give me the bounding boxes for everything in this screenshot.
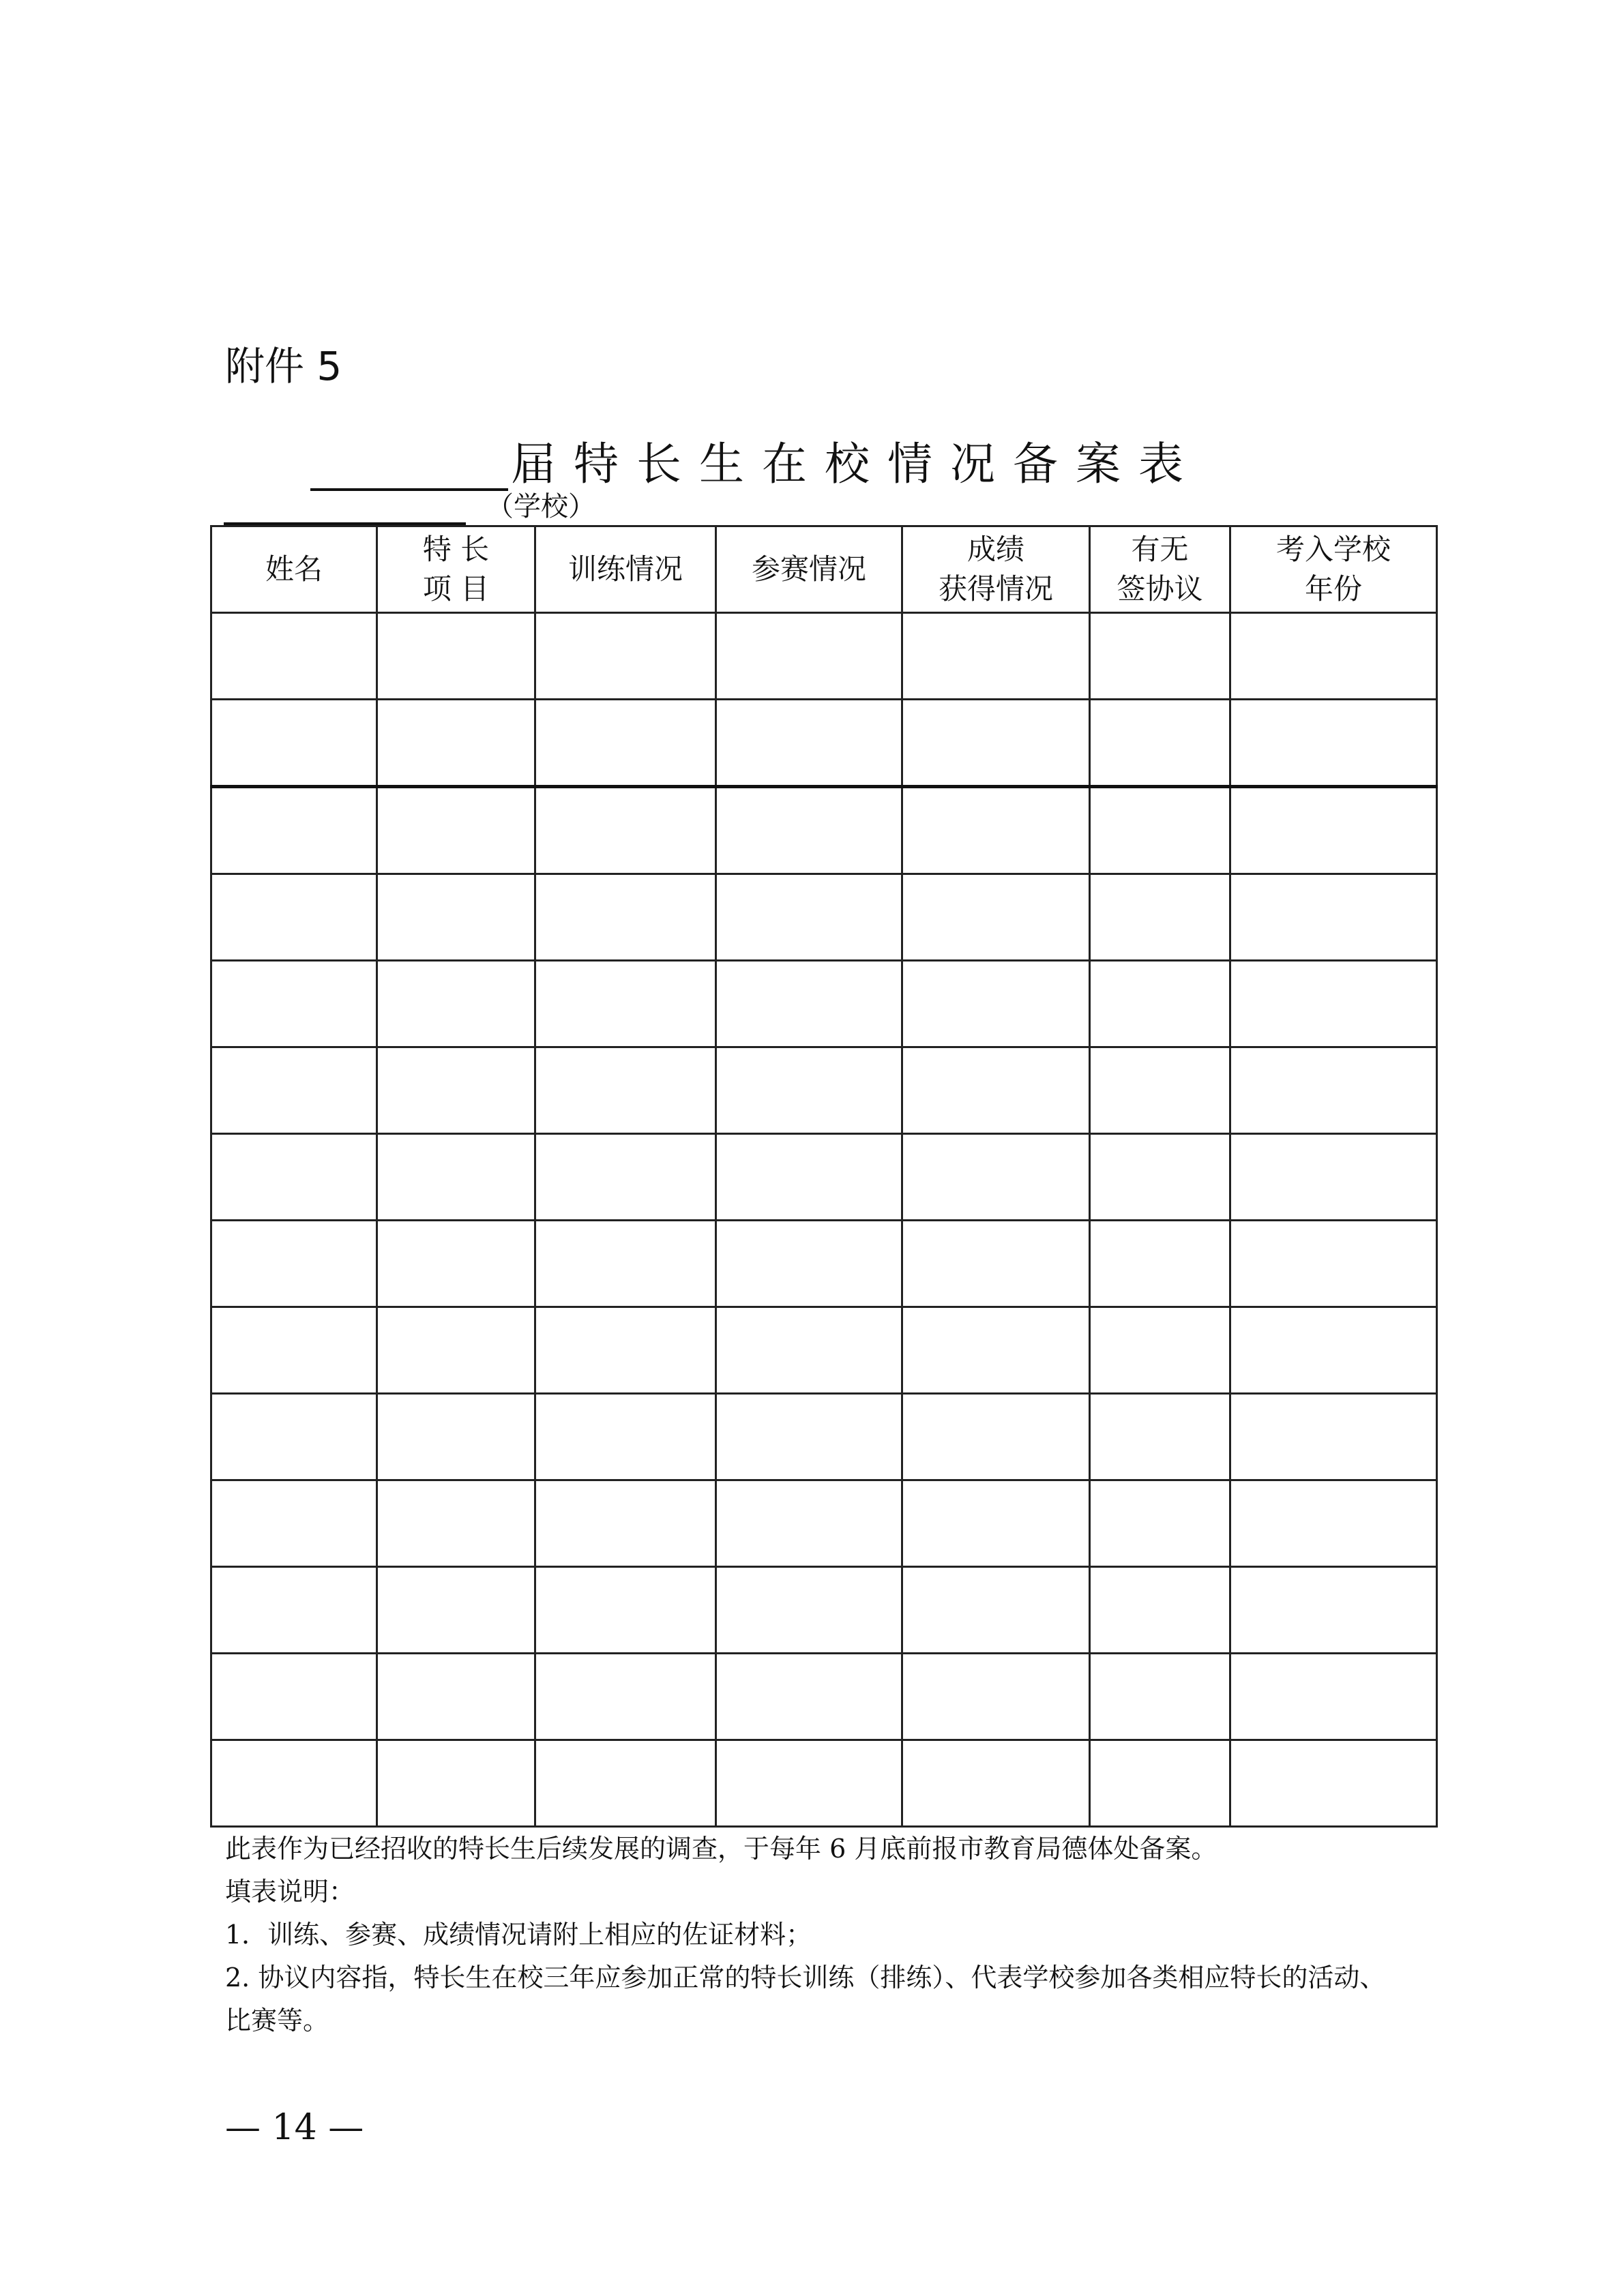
table-cell[interactable] — [535, 874, 716, 961]
table-cell[interactable] — [535, 1047, 716, 1134]
table-cell[interactable] — [1090, 874, 1230, 961]
table-cell[interactable] — [902, 1480, 1090, 1567]
table-cell[interactable] — [377, 700, 535, 787]
table-cell[interactable] — [535, 1134, 716, 1221]
table-cell[interactable] — [377, 1740, 535, 1827]
table-cell[interactable] — [902, 1654, 1090, 1740]
table-cell[interactable] — [1230, 1221, 1437, 1307]
table-cell[interactable] — [902, 787, 1090, 874]
table-cell[interactable] — [377, 1654, 535, 1740]
header-achievement: 成绩 获得情况 — [902, 526, 1090, 613]
school-field — [224, 477, 595, 525]
table-cell[interactable] — [1230, 874, 1437, 961]
header-specialty: 特 长 项 目 — [377, 526, 535, 613]
table-cell[interactable] — [1230, 1307, 1437, 1394]
table-cell[interactable] — [1230, 1480, 1437, 1567]
table-cell[interactable] — [377, 1480, 535, 1567]
header-name: 姓名 — [211, 526, 377, 613]
table-row — [211, 1567, 1437, 1654]
table-cell[interactable] — [902, 613, 1090, 700]
header-agreement: 有无 签协议 — [1090, 526, 1230, 613]
table-row — [211, 613, 1437, 700]
table-cell[interactable] — [716, 1654, 902, 1740]
table-cell[interactable] — [1090, 1221, 1230, 1307]
table-cell[interactable] — [535, 1221, 716, 1307]
table-cell[interactable] — [902, 1394, 1090, 1480]
table-cell[interactable] — [211, 1567, 377, 1654]
table-cell[interactable] — [902, 1740, 1090, 1827]
table-cell[interactable] — [377, 1307, 535, 1394]
notes-intro: 此表作为已经招收的特长生后续发展的调查，于每年 6 月底前报市教育局德体处备案。 — [225, 1834, 1217, 1864]
table-cell[interactable] — [902, 1221, 1090, 1307]
table-cell[interactable] — [1090, 1480, 1230, 1567]
table-row — [211, 1480, 1437, 1567]
table-body — [211, 613, 1437, 1827]
table-row — [211, 1394, 1437, 1480]
table-cell[interactable] — [211, 1134, 377, 1221]
notes-heading: 填表说明： — [225, 1877, 355, 1907]
table-cell[interactable] — [535, 1567, 716, 1654]
table-row — [211, 1740, 1437, 1827]
table-cell[interactable] — [211, 613, 377, 700]
table-cell[interactable] — [716, 1480, 902, 1567]
table-cell[interactable] — [1230, 1134, 1437, 1221]
table-row — [211, 1047, 1437, 1134]
record-table — [210, 525, 1438, 1828]
table-cell[interactable] — [377, 961, 535, 1047]
table-cell[interactable] — [716, 874, 902, 961]
attachment-label: 附件 5 — [225, 343, 342, 389]
table-cell[interactable] — [377, 1134, 535, 1221]
table-cell[interactable] — [211, 1654, 377, 1740]
table-cell[interactable] — [377, 787, 535, 874]
table-cell[interactable] — [1090, 1047, 1230, 1134]
table-cell[interactable] — [1090, 1394, 1230, 1480]
table-cell[interactable] — [716, 1221, 902, 1307]
table-cell[interactable] — [1230, 1567, 1437, 1654]
table-cell[interactable] — [1090, 613, 1230, 700]
table-cell[interactable] — [1090, 787, 1230, 874]
table-cell[interactable] — [377, 1047, 535, 1134]
notes-item-1: 1．训练、参赛、成绩情况请附上相应的佐证材料； — [225, 1920, 812, 1950]
table-cell[interactable] — [535, 787, 716, 874]
table-cell[interactable] — [377, 874, 535, 961]
table-cell[interactable] — [902, 1567, 1090, 1654]
table-cell[interactable] — [535, 613, 716, 700]
table-cell[interactable] — [716, 787, 902, 874]
table-row — [211, 1307, 1437, 1394]
table-cell[interactable] — [535, 1654, 716, 1740]
table-cell[interactable] — [211, 1740, 377, 1827]
table-cell[interactable] — [716, 1567, 902, 1654]
table-cell[interactable] — [211, 1047, 377, 1134]
header-admission-year: 考入学校 年份 — [1230, 526, 1437, 613]
table-cell[interactable] — [716, 1307, 902, 1394]
table-cell[interactable] — [211, 1394, 377, 1480]
table-cell[interactable] — [1230, 613, 1437, 700]
table-row — [211, 700, 1437, 787]
form-title-text: 届特长生在校情况备案表 — [511, 438, 1201, 490]
table-cell[interactable] — [377, 1221, 535, 1307]
table-cell[interactable] — [1090, 1134, 1230, 1221]
table-cell[interactable] — [535, 700, 716, 787]
table-cell[interactable] — [211, 961, 377, 1047]
table-cell[interactable] — [211, 700, 377, 787]
table-cell[interactable] — [377, 613, 535, 700]
table-cell[interactable] — [1230, 961, 1437, 1047]
notes — [225, 1828, 1453, 2042]
school-label: （学校） — [486, 491, 595, 522]
table-cell[interactable] — [211, 1480, 377, 1567]
table-cell[interactable] — [716, 1740, 902, 1827]
table-cell[interactable] — [1230, 700, 1437, 787]
table-cell[interactable] — [902, 874, 1090, 961]
table-cell[interactable] — [1090, 961, 1230, 1047]
table-cell[interactable] — [902, 1047, 1090, 1134]
table-cell[interactable] — [211, 1307, 377, 1394]
table-cell[interactable] — [1090, 700, 1230, 787]
table-cell[interactable] — [1090, 1740, 1230, 1827]
table-row — [211, 1221, 1437, 1307]
table-cell[interactable] — [535, 1307, 716, 1394]
table-cell[interactable] — [535, 1480, 716, 1567]
header-competition: 参赛情况 — [716, 526, 902, 613]
table-cell[interactable] — [716, 1134, 902, 1221]
table-cell[interactable] — [211, 787, 377, 874]
table-cell[interactable] — [1230, 1047, 1437, 1134]
table-cell[interactable] — [377, 1567, 535, 1654]
table-cell[interactable] — [211, 1221, 377, 1307]
table-cell[interactable] — [902, 700, 1090, 787]
table-row — [211, 961, 1437, 1047]
page-number: — 14 — — [225, 2107, 364, 2148]
notes-item-2-line-2: 比赛等。 — [225, 2006, 329, 2036]
table-row — [211, 874, 1437, 961]
table-cell[interactable] — [1230, 1740, 1437, 1827]
table-cell[interactable] — [1230, 1654, 1437, 1740]
table-cell[interactable] — [377, 1394, 535, 1480]
table-cell[interactable] — [902, 961, 1090, 1047]
school-blank-line[interactable] — [224, 481, 466, 525]
table-header-row — [211, 526, 1437, 613]
table-row — [211, 787, 1437, 874]
table-cell[interactable] — [716, 1047, 902, 1134]
table-cell[interactable] — [1230, 1394, 1437, 1480]
notes-item-2-line-1: 2. 协议内容指，特长生在校三年应参加正常的特长训练（排练）、代表学校参加各类相应特长的活动、 — [225, 1963, 1386, 1993]
header-training: 训练情况 — [535, 526, 716, 613]
table-row — [211, 1134, 1437, 1221]
table-cell[interactable] — [535, 961, 716, 1047]
table-cell[interactable] — [902, 1134, 1090, 1221]
table-cell[interactable] — [211, 874, 377, 961]
table-cell[interactable] — [716, 700, 902, 787]
table-cell[interactable] — [716, 1394, 902, 1480]
table-cell[interactable] — [716, 961, 902, 1047]
table-cell[interactable] — [535, 1394, 716, 1480]
table-cell[interactable] — [716, 613, 902, 700]
table-cell[interactable] — [1090, 1567, 1230, 1654]
table-cell[interactable] — [1230, 787, 1437, 874]
table-cell[interactable] — [1090, 1654, 1230, 1740]
table-cell[interactable] — [1090, 1307, 1230, 1394]
table-row — [211, 1654, 1437, 1740]
table-cell[interactable] — [535, 1740, 716, 1827]
table-cell[interactable] — [902, 1307, 1090, 1394]
